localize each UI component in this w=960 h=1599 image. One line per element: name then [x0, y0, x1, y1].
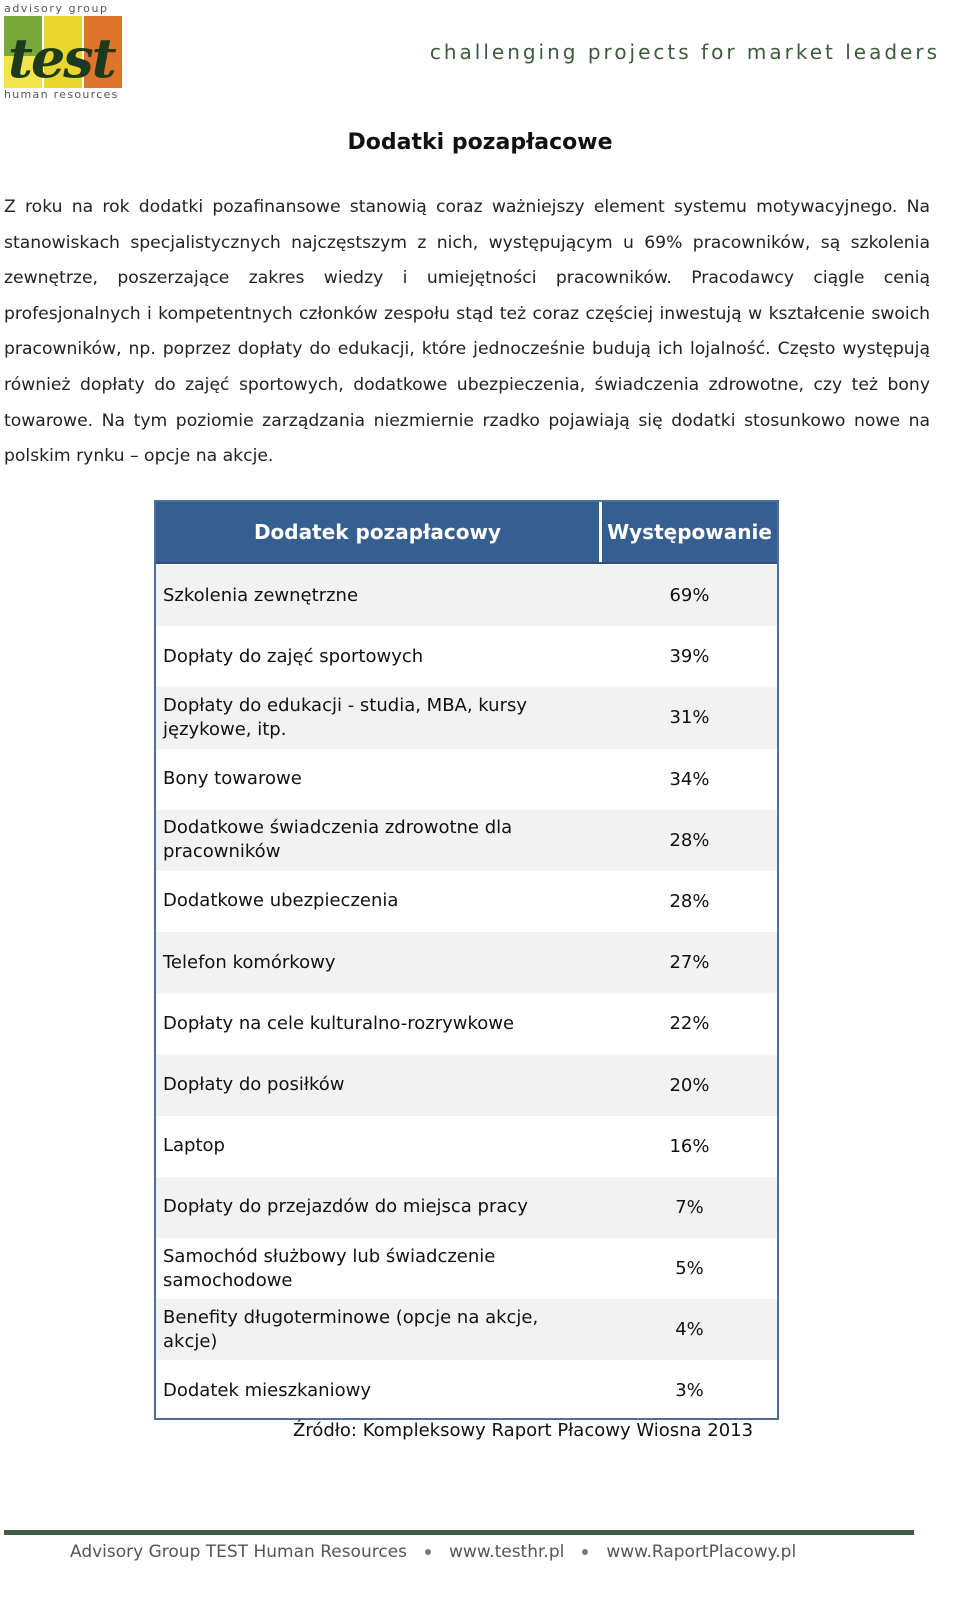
table-row	[156, 1116, 777, 1177]
logo-color-blocks	[4, 16, 122, 88]
footer-link-testhr[interactable]: www.testhr.pl	[449, 1542, 565, 1562]
footer-bullet	[425, 1549, 431, 1555]
logo-wordmark: test	[8, 26, 115, 90]
benefit-occurrence: 3%	[675, 1380, 704, 1402]
intro-paragraph: Z roku na rok dodatki pozafinansowe stanowią coraz ważniejszy element systemu motywacyjnego. Na stanowiskach specjalistycznych najczęstszym z nich, występującym u 69% pracowników, są szkolenia zewnętrze, poszerzające zakres wiedzy i umiejętności pracowników. Pracodawcy ciągle cenią profesjonalnych i kompetentnych członków zespołu stąd też coraz częściej inwestują w kształcenie swoich pracowników, np. poprzez dopłaty do edukacji, które jednocześnie budują ich lojalność. Często występują również dopłaty do zajęć sportowych, dodatkowe ubezpieczenia, świadczenia zdrowotne, czy też bony towarowe. Na tym poziomie zarządzania niezmiernie rzadko pojawiają się dodatki stosunkowo nowe na polskim rynku – opcje na akcje.	[4, 197, 930, 467]
table-row	[156, 1055, 777, 1116]
footer-company: Advisory Group TEST Human Resources	[70, 1542, 408, 1562]
table-row	[156, 687, 777, 748]
table-row	[156, 871, 777, 932]
footer-link-raportplacowy[interactable]: www.RaportPlacowy.pl	[606, 1542, 797, 1562]
table-row	[156, 749, 777, 810]
table-row	[156, 993, 777, 1054]
table-row	[156, 932, 777, 993]
benefits-table	[154, 500, 779, 1420]
logo-top-text: advisory group	[4, 2, 109, 15]
table-body	[156, 565, 777, 1422]
table-row	[156, 1177, 777, 1238]
benefit-name: Dodatkowe świadczenia zdrowotne dla pracowników	[163, 817, 513, 863]
benefit-occurrence: 39%	[669, 646, 710, 668]
footer-divider	[4, 1530, 914, 1535]
benefit-occurrence: 69%	[669, 585, 710, 606]
benefit-name: Benefity długoterminowe (opcje na akcje, akcje)	[163, 1306, 539, 1352]
footer-bullet	[582, 1549, 588, 1555]
table-row	[156, 1360, 777, 1421]
benefit-occurrence: 22%	[669, 1013, 710, 1035]
benefit-occurrence: 28%	[669, 890, 710, 912]
company-logo	[4, 2, 122, 100]
benefit-occurrence: 5%	[675, 1258, 704, 1280]
footer	[70, 1542, 796, 1562]
table-row	[156, 1299, 777, 1360]
benefit-name: Laptop	[163, 1135, 225, 1157]
benefit-name: Bony towarowe	[163, 768, 302, 790]
benefit-occurrence: 27%	[669, 952, 710, 974]
benefit-name: Dopłaty na cele kulturalno-rozrywkowe	[163, 1012, 515, 1034]
table-row	[156, 626, 777, 687]
benefit-occurrence: 34%	[669, 768, 710, 790]
benefit-occurrence: 20%	[669, 1074, 710, 1096]
benefit-name: Dodatkowe ubezpieczenia	[163, 890, 399, 912]
benefit-name: Dodatek mieszkaniowy	[163, 1379, 371, 1401]
benefit-name: Dopłaty do edukacji - studia, MBA, kursy językowe, itp.	[163, 694, 528, 740]
logo-bottom-text: human resources	[4, 88, 119, 101]
table-row	[156, 565, 777, 626]
benefit-occurrence: 7%	[675, 1196, 704, 1218]
page-title: Dodatki pozapłacowe	[347, 130, 613, 155]
benefit-occurrence: 31%	[669, 707, 710, 729]
benefit-occurrence: 16%	[669, 1135, 710, 1157]
header-tagline: challenging projects for market leaders	[429, 40, 940, 64]
benefit-name: Samochód służbowy lub świadczenie samochodowe	[163, 1245, 496, 1291]
column-header-benefit: Dodatek pozapłacowy	[253, 520, 502, 544]
benefit-occurrence: 4%	[675, 1319, 704, 1341]
benefit-occurrence: 28%	[669, 829, 710, 851]
table-row	[156, 1238, 777, 1299]
benefit-name: Dopłaty do posiłków	[163, 1074, 345, 1095]
benefit-name: Szkolenia zewnętrzne	[163, 584, 359, 606]
table-row	[156, 810, 777, 871]
benefit-name: Telefon komórkowy	[163, 951, 336, 973]
source-note: Źródło: Kompleksowy Raport Płacowy Wiosna 2013	[293, 1420, 754, 1441]
table-header	[156, 502, 777, 564]
column-header-occurrence: Występowanie	[607, 520, 772, 544]
benefit-name: Dopłaty do zajęć sportowych	[163, 645, 424, 667]
benefit-name: Dopłaty do przejazdów do miejsca pracy	[163, 1196, 528, 1218]
